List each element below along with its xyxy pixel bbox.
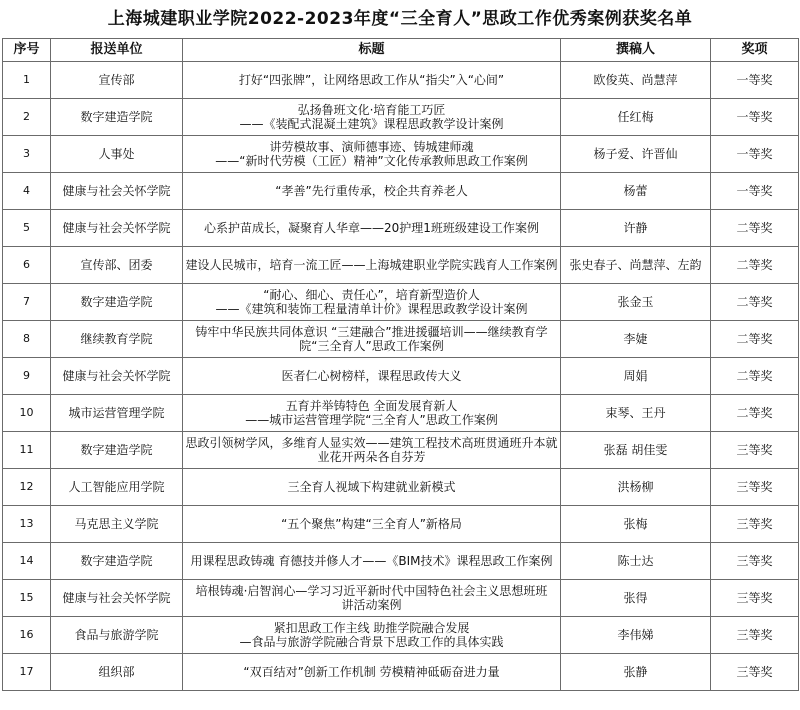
cell-author[interactable]: 张史春子、尚慧萍、左韵 [561,247,711,284]
cell-title[interactable] [183,99,561,136]
cell-author[interactable]: 张静 [561,654,711,691]
cell-title[interactable] [183,654,561,691]
cell-unit[interactable]: 城市运营管理学院 [51,395,183,432]
cell-author[interactable]: 张磊 胡佳雯 [561,432,711,469]
cell-title[interactable] [183,136,561,173]
title-line: 业花开两朵各自芬芳 [317,450,426,464]
cell-award[interactable]: 三等奖 [711,506,799,543]
title-line: 思政引领树学风，多维育人显实效——建筑工程技术高班贯通班升本就 [185,436,558,450]
cell-author[interactable]: 杨蕾 [561,173,711,210]
table-row [3,321,799,358]
table-row [3,543,799,580]
cell-title[interactable] [183,321,561,358]
cell-title[interactable] [183,432,561,469]
header-topic[interactable]: 标题 [183,39,561,62]
cell-award[interactable]: 二等奖 [711,247,799,284]
header-no[interactable]: 序号 [3,39,51,62]
title-line: “五个聚焦”构建“三全育人”新格局 [281,517,462,531]
cell-author[interactable]: 周娟 [561,358,711,395]
cell-unit[interactable]: 人事处 [51,136,183,173]
cell-title[interactable] [183,247,561,284]
cell-no[interactable]: 7 [3,284,51,321]
cell-unit[interactable]: 食品与旅游学院 [51,617,183,654]
table-row [3,99,799,136]
cell-unit[interactable]: 人工智能应用学院 [51,469,183,506]
table-row [3,432,799,469]
cell-no[interactable]: 13 [3,506,51,543]
title-line: 培根铸魂·启智润心—学习习近平新时代中国特色社会主义思想班班 [195,584,548,598]
cell-author[interactable]: 张得 [561,580,711,617]
title-line: ——《装配式混凝土建筑》课程思政教学设计案例 [239,117,504,131]
cell-unit[interactable]: 数字建造学院 [51,99,183,136]
cell-unit[interactable]: 继续教育学院 [51,321,183,358]
sheet-title: 上海城建职业学院2022-2023年度“三全育人”思政工作优秀案例获奖名单 [107,9,693,29]
cell-award[interactable]: 三等奖 [711,617,799,654]
table-row [3,358,799,395]
title-line: “双百结对”创新工作机制 劳模精神砥砺奋进力量 [243,665,500,679]
cell-unit[interactable]: 宣传部、团委 [51,247,183,284]
cell-award[interactable]: 二等奖 [711,210,799,247]
table-row [3,469,799,506]
cell-award[interactable]: 三等奖 [711,469,799,506]
cell-award[interactable]: 三等奖 [711,654,799,691]
title-line: 院“三全育人”思政工作案例 [299,339,444,353]
table-row [3,210,799,247]
cell-title[interactable] [183,62,561,99]
header-unit[interactable]: 报送单位 [51,39,183,62]
cell-unit[interactable]: 数字建造学院 [51,543,183,580]
table-row [3,580,799,617]
cell-title[interactable] [183,284,561,321]
cell-title[interactable] [183,358,561,395]
cell-author[interactable]: 任红梅 [561,99,711,136]
title-line: “耐心、细心、责任心”，培育新型造价人 [263,288,480,302]
cell-no[interactable]: 5 [3,210,51,247]
table-row [3,395,799,432]
cell-no[interactable]: 4 [3,173,51,210]
cell-unit[interactable]: 组织部 [51,654,183,691]
cell-no[interactable]: 10 [3,395,51,432]
cell-author[interactable]: 许静 [561,210,711,247]
table-row [3,284,799,321]
cell-author[interactable]: 李婕 [561,321,711,358]
title-line: 心系护苗成长，凝聚育人华章——20护理1班班级建设工作案例 [204,221,539,235]
cell-author[interactable]: 欧俊英、尚慧萍 [561,62,711,99]
cell-award[interactable]: 一等奖 [711,99,799,136]
cell-unit[interactable]: 宣传部 [51,62,183,99]
title-line: 铸牢中华民族共同体意识 “三建融合”推进援疆培训——继续教育学 [195,325,548,339]
title-line: 紧扣思政工作主线 助推学院融合发展 [273,621,470,635]
cell-no[interactable]: 9 [3,358,51,395]
table-body [3,62,799,691]
cell-no[interactable]: 2 [3,99,51,136]
title-line: 讲活动案例 [341,598,402,612]
cell-award[interactable]: 二等奖 [711,284,799,321]
cell-award[interactable]: 二等奖 [711,395,799,432]
cell-title[interactable] [183,395,561,432]
table-row [3,62,799,99]
cell-no[interactable]: 11 [3,432,51,469]
cell-award[interactable]: 三等奖 [711,543,799,580]
table-row [3,173,799,210]
header-row [3,39,799,62]
title-line: ——“新时代劳模（工匠）精神”文化传承教师思政工作案例 [215,154,528,168]
cell-award[interactable]: 三等奖 [711,580,799,617]
cell-author[interactable]: 张金玉 [561,284,711,321]
table-row [3,247,799,284]
cell-unit[interactable]: 健康与社会关怀学院 [51,358,183,395]
cell-title[interactable] [183,580,561,617]
cell-no[interactable]: 3 [3,136,51,173]
cell-title[interactable] [183,210,561,247]
table-row [3,617,799,654]
cell-unit[interactable]: 健康与社会关怀学院 [51,580,183,617]
cell-unit[interactable]: 数字建造学院 [51,284,183,321]
cell-award[interactable]: 三等奖 [711,432,799,469]
title-line: 讲劳模故事、演师德事迹、铸城建师魂 [269,140,474,154]
cell-title[interactable] [183,469,561,506]
title-line: 医者仁心树榜样，课程思政传大义 [281,369,462,383]
cell-unit[interactable]: 健康与社会关怀学院 [51,173,183,210]
cell-no[interactable]: 14 [3,543,51,580]
cell-no[interactable]: 15 [3,580,51,617]
cell-no[interactable]: 1 [3,62,51,99]
title-line: 弘扬鲁班文化·培育能工巧匠 [297,103,446,117]
header-award[interactable]: 奖项 [711,39,799,62]
title-line: —食品与旅游学院融合背景下思政工作的具体实践 [239,635,504,649]
cell-award[interactable]: 二等奖 [711,358,799,395]
cell-author[interactable]: 李伟娣 [561,617,711,654]
cell-award[interactable]: 一等奖 [711,173,799,210]
cell-author[interactable]: 束琴、王丹 [561,395,711,432]
title-line: 五育并举铸特色 全面发展育新人 [285,399,458,413]
cell-no[interactable]: 8 [3,321,51,358]
title-line: ——城市运营管理学院“三全育人”思政工作案例 [245,413,498,427]
title-line: 打好“四张牌”，让网络思政工作从“指尖”入“心间” [238,73,505,87]
cell-no[interactable]: 17 [3,654,51,691]
cell-no[interactable]: 16 [3,617,51,654]
cell-author[interactable]: 张梅 [561,506,711,543]
cell-award[interactable]: 二等奖 [711,321,799,358]
cell-no[interactable]: 12 [3,469,51,506]
title-line: 三全育人视域下构建就业新模式 [287,480,456,494]
cell-unit[interactable]: 数字建造学院 [51,432,183,469]
table-row [3,654,799,691]
title-line: 用课程思政铸魂 育德技并修人才——《BIM技术》课程思政工作案例 [190,554,553,568]
cell-unit[interactable]: 健康与社会关怀学院 [51,210,183,247]
table-row [3,506,799,543]
cell-author[interactable]: 陈士达 [561,543,711,580]
cell-award[interactable]: 一等奖 [711,62,799,99]
cell-no[interactable]: 6 [3,247,51,284]
cell-author[interactable]: 杨子爱、许晋仙 [561,136,711,173]
header-author[interactable]: 撰稿人 [561,39,711,62]
award-table [2,38,799,691]
title-line: “孝善”先行重传承，校企共育养老人 [275,184,468,198]
cell-title[interactable] [183,173,561,210]
cell-title[interactable] [183,506,561,543]
cell-award[interactable]: 一等奖 [711,136,799,173]
table-row [3,136,799,173]
title-line: 建设人民城市，培育一流工匠——上海城建职业学院实践育人工作案例 [185,258,558,272]
title-line: ——《建筑和装饰工程量清单计价》课程思政教学设计案例 [215,302,528,316]
cell-title[interactable] [183,543,561,580]
cell-title[interactable] [183,617,561,654]
cell-unit[interactable]: 马克思主义学院 [51,506,183,543]
cell-author[interactable]: 洪杨柳 [561,469,711,506]
